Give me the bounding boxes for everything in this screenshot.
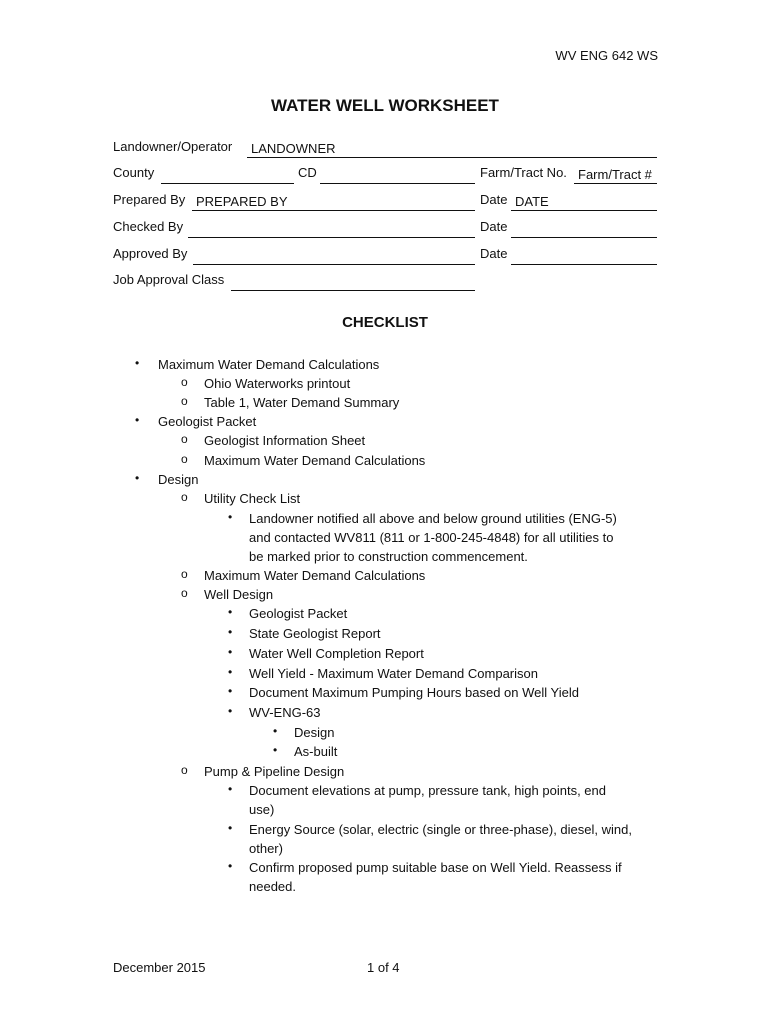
bullet-icon: • (228, 782, 233, 796)
prepared-by-row (113, 192, 658, 210)
prepared-date-value: DATE (515, 194, 549, 209)
checklist-item-continued: other) (249, 841, 283, 856)
approved-date-label: Date (480, 246, 508, 261)
page-title: WATER WELL WORKSHEET (271, 96, 499, 115)
checklist-item: State Geologist Report (249, 626, 381, 641)
circle-bullet-icon: o (181, 567, 188, 581)
farm-tract-label: Farm/Tract No. (480, 165, 567, 180)
checklist-item: Document Maximum Pumping Hours based on Well Yield (249, 685, 579, 700)
checklist-item: Well Design (204, 587, 274, 602)
approved-by-field[interactable] (193, 246, 475, 265)
checked-by-field[interactable] (188, 219, 475, 238)
checklist-item: Energy Source (solar, electric (single or three-phase), diesel, wind, (249, 822, 632, 837)
checklist-item: Confirm proposed pump suitable base on Well Yield. Reassess if (249, 860, 622, 875)
footer-date: December 2015 (113, 960, 206, 975)
checked-date-field[interactable] (511, 219, 657, 238)
approved-date-field[interactable] (511, 246, 657, 265)
prepared-by-field[interactable] (192, 192, 475, 211)
landowner-field[interactable] (247, 139, 657, 158)
bullet-icon: • (228, 510, 233, 524)
circle-bullet-icon: o (181, 394, 188, 408)
bullet-icon: • (135, 471, 140, 485)
circle-bullet-icon: o (181, 490, 188, 504)
checklist-item: As-built (294, 744, 338, 759)
circle-bullet-icon: o (181, 375, 188, 389)
landowner-value: LANDOWNER (251, 141, 336, 156)
circle-bullet-icon: o (181, 452, 188, 466)
checklist-item: Geologist Information Sheet (204, 433, 366, 448)
bullet-icon: • (228, 821, 233, 835)
checklist-item: Geologist Packet (158, 414, 257, 429)
farm-tract-field[interactable] (574, 165, 657, 184)
bullet-icon: • (135, 356, 140, 370)
prepared-by-value: PREPARED BY (196, 194, 288, 209)
checklist-item: Well Yield - Maximum Water Demand Comparison (249, 666, 538, 681)
checklist-item: Pump & Pipeline Design (204, 764, 345, 779)
checklist-item-continued: use) (249, 802, 275, 817)
landowner-row (113, 139, 658, 157)
job-approval-field[interactable] (231, 272, 475, 291)
approved-by-row (113, 246, 658, 264)
bullet-icon: • (228, 605, 233, 619)
farm-tract-value: Farm/Tract # (578, 167, 652, 182)
bullet-icon: • (228, 684, 233, 698)
checklist-item: Ohio Waterworks printout (204, 376, 351, 391)
bullet-icon: • (228, 704, 233, 718)
bullet-icon: • (135, 413, 140, 427)
county-field[interactable] (161, 165, 294, 184)
county-label: County (113, 165, 155, 180)
landowner-label: Landowner/Operator (113, 139, 233, 154)
bullet-icon: • (273, 743, 278, 757)
checklist-item: Design (294, 725, 335, 740)
county-row (113, 165, 658, 183)
prepared-date-label: Date (480, 192, 508, 207)
checklist-item: Water Well Completion Report (249, 646, 424, 661)
bullet-icon: • (228, 859, 233, 873)
circle-bullet-icon: o (181, 763, 188, 777)
circle-bullet-icon: o (181, 586, 188, 600)
checklist-item-continued: needed. (249, 879, 296, 894)
checklist-item-continued: and contacted WV811 (811 or 1-800-245-4848) for all utilities to (249, 530, 614, 545)
approved-by-label: Approved By (113, 246, 188, 261)
job-approval-row (113, 272, 658, 290)
checklist-item: Maximum Water Demand Calculations (204, 568, 426, 583)
prepared-by-label: Prepared By (113, 192, 186, 207)
checklist-item: Document elevations at pump, pressure tank, high points, end (249, 783, 606, 798)
bullet-icon: • (273, 724, 278, 738)
checklist-item: Table 1, Water Demand Summary (204, 395, 400, 410)
checklist-item: Design (158, 472, 199, 487)
job-approval-label: Job Approval Class (113, 272, 225, 287)
checked-by-label: Checked By (113, 219, 184, 234)
checklist-item: Utility Check List (204, 491, 301, 506)
checklist-title: CHECKLIST (342, 314, 428, 331)
checklist-item: Geologist Packet (249, 606, 348, 621)
checklist-item: Maximum Water Demand Calculations (204, 453, 426, 468)
checklist-item: Landowner notified all above and below ground utilities (ENG-5) (249, 511, 617, 526)
checklist-item: WV-ENG-63 (249, 705, 321, 720)
cd-field[interactable] (320, 165, 475, 184)
checked-date-label: Date (480, 219, 508, 234)
document-code: WV ENG 642 WS (555, 48, 658, 63)
checklist-item: Maximum Water Demand Calculations (158, 357, 380, 372)
checklist-item-continued: be marked prior to construction commencement. (249, 549, 528, 564)
cd-label: CD (298, 165, 317, 180)
bullet-icon: • (228, 645, 233, 659)
bullet-icon: • (228, 625, 233, 639)
page-number: 1 of 4 (367, 960, 400, 975)
checked-by-row (113, 219, 658, 237)
circle-bullet-icon: o (181, 432, 188, 446)
prepared-date-field[interactable] (511, 192, 657, 211)
bullet-icon: • (228, 665, 233, 679)
